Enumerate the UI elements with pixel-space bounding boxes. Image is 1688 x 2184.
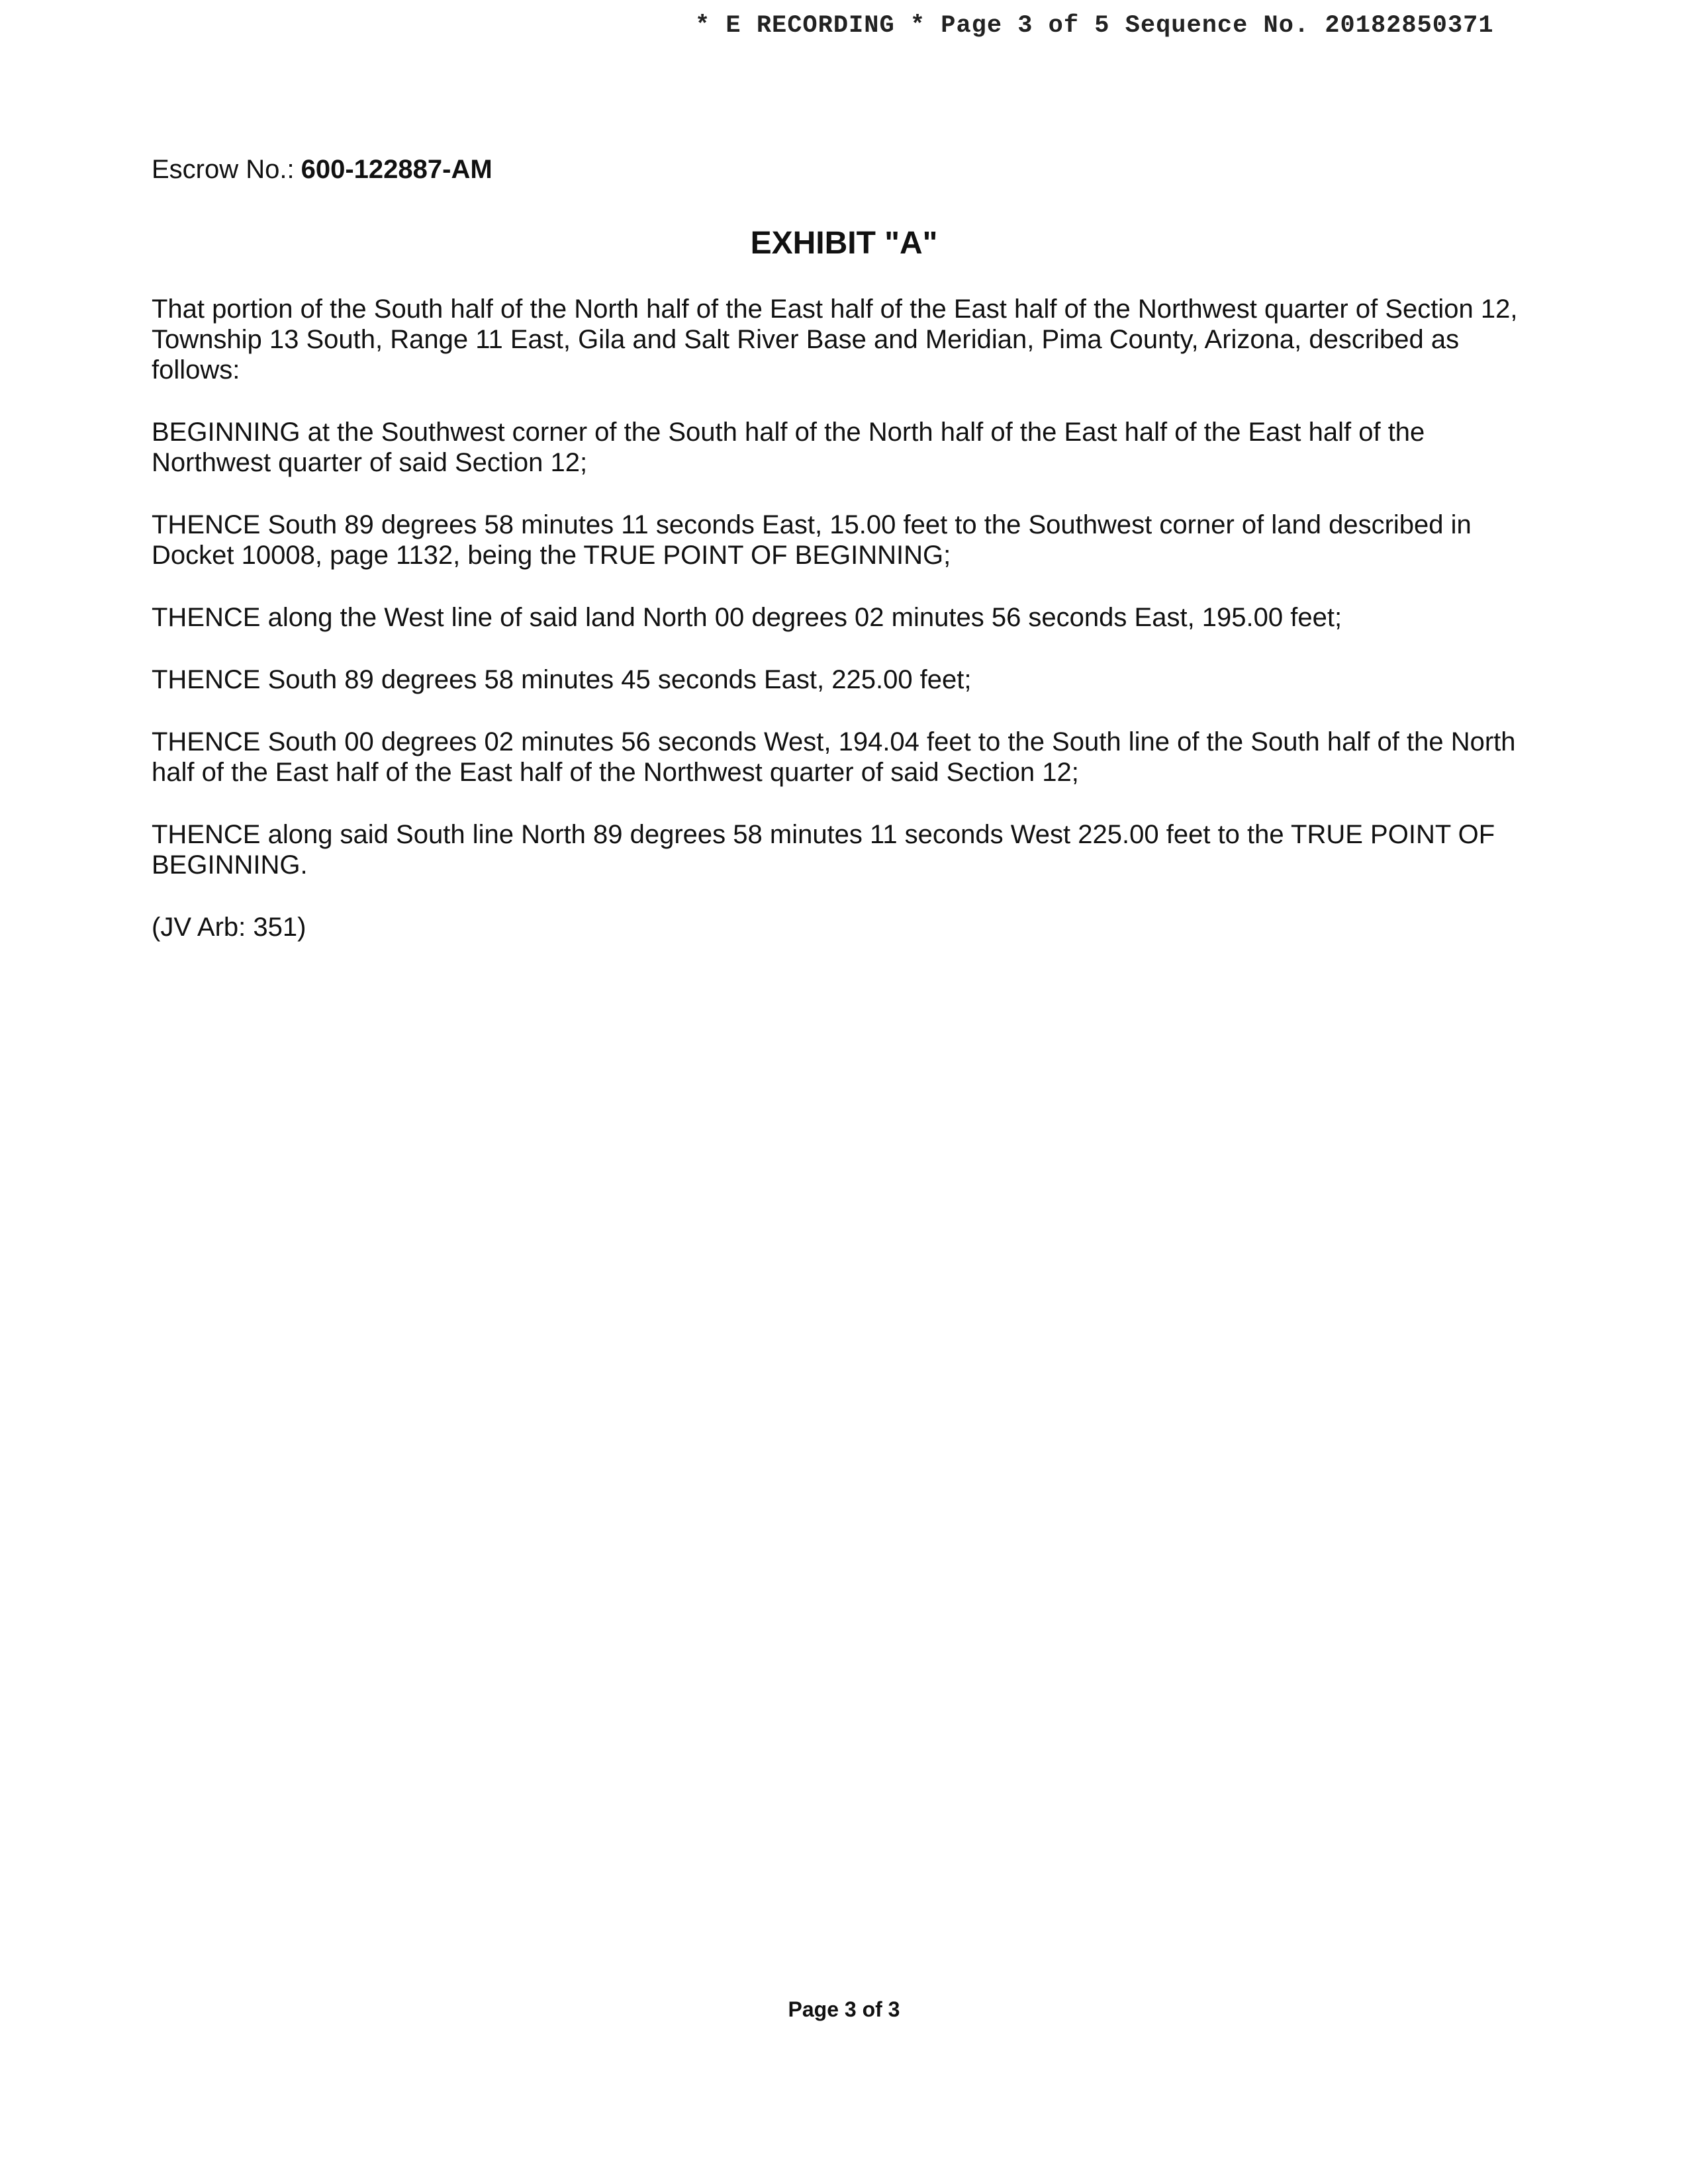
page-number-footer: Page 3 of 3: [788, 1997, 900, 2021]
paragraph-course-4: THENCE South 00 degrees 02 minutes 56 seconds West, 194.04 feet to the South line of the South half of the North half of the East half of the East half of the Northwest quarter of said Section 12;: [152, 727, 1516, 787]
paragraph-course-5: THENCE along said South line North 89 degrees 58 minutes 11 seconds West 225.00 feet to the TRUE POINT OF BEGINNING.: [152, 820, 1495, 880]
escrow-number: [152, 155, 492, 185]
paragraph-course-2: THENCE along the West line of said land North 00 degrees 02 minutes 56 seconds East, 195.00 feet;: [152, 603, 1342, 632]
paragraph-course-3: THENCE South 89 degrees 58 minutes 45 seconds East, 225.00 feet;: [152, 665, 972, 694]
paragraph-course-1: THENCE South 89 degrees 58 minutes 11 seconds East, 15.00 feet to the Southwest corner of land described in Docket 10008, page 1132, being the TRUE POINT OF BEGINNING;: [152, 510, 1472, 570]
escrow-label: Escrow No.:: [152, 155, 295, 184]
paragraph-beginning: BEGINNING at the Southwest corner of the South half of the North half of the East half of the East half of the Northwest quarter of said Section 12;: [152, 418, 1425, 477]
exhibit-title: EXHIBIT "A": [750, 226, 938, 261]
recording-header: * E RECORDING * Page 3 of 5 Sequence No. 20182850371: [695, 12, 1494, 40]
paragraph-arb-reference: (JV Arb: 351): [152, 913, 306, 942]
escrow-value: 600-122887-AM: [301, 155, 492, 184]
paragraph-intro: That portion of the South half of the North half of the East half of the East half of the Northwest quarter of Section 12, Township 13 South, Range 11 East, Gila and Salt River Base and Meridian, Pima County, Arizona, described as follows:: [152, 295, 1518, 385]
legal-description: [152, 294, 1535, 974]
